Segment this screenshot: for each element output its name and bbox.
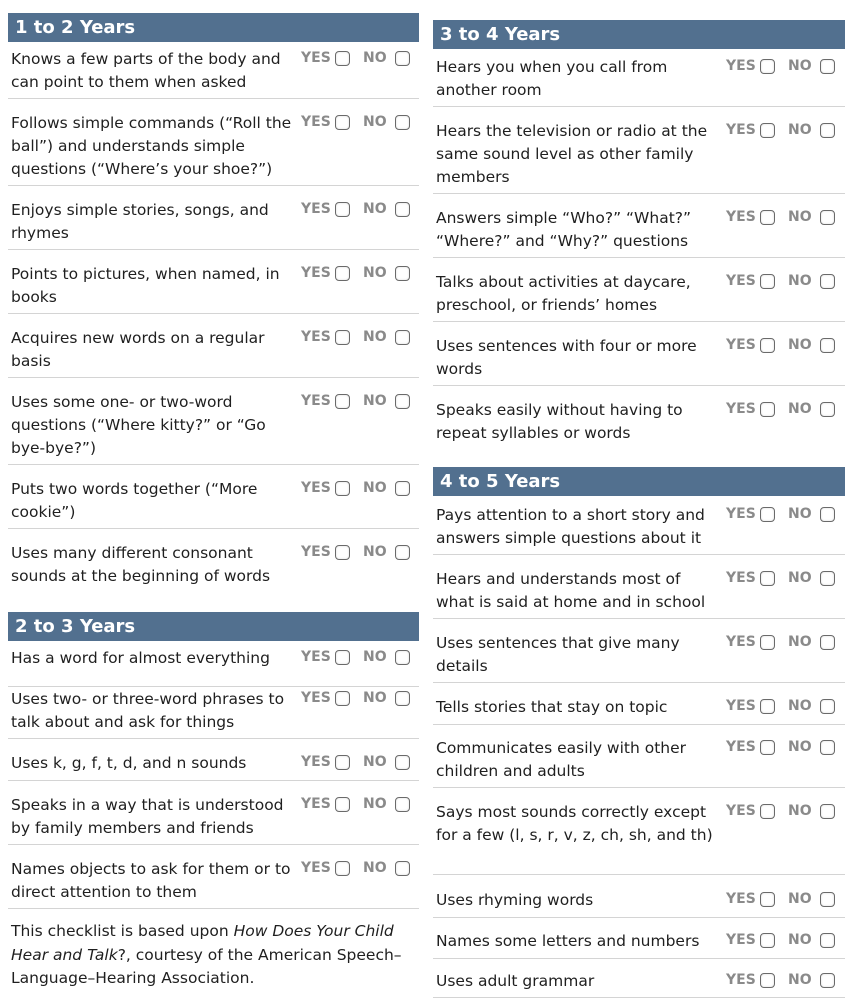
footer-source-title: How Does Your Child Hear and Talk <box>11 922 394 964</box>
no-checkbox[interactable] <box>820 571 835 586</box>
yes-checkbox[interactable] <box>760 507 775 522</box>
yes-no-group <box>726 399 835 419</box>
section-header-3-to-4-years <box>433 20 845 49</box>
yes-checkbox[interactable] <box>335 481 350 496</box>
no-checkbox[interactable] <box>395 51 410 66</box>
item-text: Talks about activities at daycare, preschool, or friends’ homes <box>436 273 691 314</box>
no-checkbox[interactable] <box>395 650 410 665</box>
yes-label: YES <box>726 209 756 225</box>
no-checkbox[interactable] <box>395 394 410 409</box>
yes-label: YES <box>301 480 331 496</box>
no-label: NO <box>363 860 387 876</box>
yes-label: YES <box>301 329 331 345</box>
no-checkbox[interactable] <box>820 740 835 755</box>
yes-no-group <box>301 752 410 772</box>
item-text: Knows a few parts of the body and can point to them when asked <box>11 50 281 91</box>
yes-checkbox[interactable] <box>760 123 775 138</box>
no-checkbox[interactable] <box>820 59 835 74</box>
yes-no-group <box>301 478 410 498</box>
checklist-item <box>8 112 419 186</box>
yes-checkbox[interactable] <box>760 274 775 289</box>
no-label: NO <box>363 201 387 217</box>
item-text: Uses k, g, f, t, d, and n sounds <box>11 754 247 772</box>
no-checkbox[interactable] <box>820 123 835 138</box>
no-checkbox[interactable] <box>395 755 410 770</box>
no-checkbox[interactable] <box>820 699 835 714</box>
yes-no-group <box>301 688 410 708</box>
section-title: 4 to 5 Years <box>440 471 561 492</box>
yes-no-group <box>726 801 835 821</box>
yes-label: YES <box>726 891 756 907</box>
no-label: NO <box>363 480 387 496</box>
yes-no-group <box>726 632 835 652</box>
yes-label: YES <box>726 634 756 650</box>
section-header-4-to-5-years <box>433 467 845 496</box>
checklist-item <box>8 391 419 465</box>
no-checkbox[interactable] <box>395 545 410 560</box>
item-text: Puts two words together (“More cookie”) <box>11 480 258 521</box>
yes-no-group <box>726 970 835 990</box>
yes-no-group <box>726 120 835 140</box>
item-text: Uses many different consonant sounds at the beginning of words <box>11 544 271 585</box>
yes-checkbox[interactable] <box>335 545 350 560</box>
item-text: Enjoys simple stories, songs, and rhymes <box>11 201 269 242</box>
checklist-item <box>433 56 845 107</box>
checklist-item <box>433 970 845 998</box>
no-label: NO <box>788 337 812 353</box>
yes-label: YES <box>301 201 331 217</box>
yes-no-group <box>301 112 410 132</box>
yes-no-group <box>726 207 835 227</box>
yes-label: YES <box>726 932 756 948</box>
yes-label: YES <box>726 570 756 586</box>
item-text: Points to pictures, when named, in books <box>11 265 280 306</box>
item-text: Names some letters and numbers <box>436 932 700 950</box>
checklist-item <box>433 399 845 450</box>
yes-checkbox[interactable] <box>760 699 775 714</box>
no-label: NO <box>788 122 812 138</box>
no-checkbox[interactable] <box>395 481 410 496</box>
yes-label: YES <box>726 698 756 714</box>
checklist-item <box>8 542 419 593</box>
checklist-item <box>433 504 845 555</box>
footer-suffix: ?, courtesy of the American Speech–Language–Hearing Association. <box>11 945 402 987</box>
yes-no-group <box>726 56 835 76</box>
no-checkbox[interactable] <box>820 210 835 225</box>
checklist-item <box>433 889 845 918</box>
item-text: Says most sounds correctly except for a few (l, s, r, v, z, ch, sh, and th) <box>436 803 713 844</box>
yes-checkbox[interactable] <box>760 635 775 650</box>
yes-label: YES <box>301 265 331 281</box>
no-label: NO <box>788 932 812 948</box>
checklist-item <box>8 688 419 739</box>
checklist-item <box>433 930 845 959</box>
no-label: NO <box>788 739 812 755</box>
yes-label: YES <box>301 114 331 130</box>
item-text: Uses sentences that give many details <box>436 634 680 675</box>
no-checkbox[interactable] <box>395 330 410 345</box>
item-text: Uses rhyming words <box>436 891 594 909</box>
yes-checkbox[interactable] <box>335 202 350 217</box>
no-checkbox[interactable] <box>820 338 835 353</box>
yes-checkbox[interactable] <box>760 59 775 74</box>
yes-label: YES <box>301 754 331 770</box>
checklist-item <box>433 632 845 683</box>
no-label: NO <box>363 649 387 665</box>
yes-label: YES <box>301 690 331 706</box>
yes-checkbox[interactable] <box>760 973 775 988</box>
item-text: Acquires new words on a regular basis <box>11 329 265 370</box>
yes-label: YES <box>301 796 331 812</box>
yes-checkbox[interactable] <box>335 755 350 770</box>
yes-checkbox[interactable] <box>335 266 350 281</box>
yes-no-group <box>726 889 835 909</box>
footer-prefix: This checklist is based upon <box>11 922 234 940</box>
yes-label: YES <box>726 739 756 755</box>
checklist-item <box>8 647 419 687</box>
yes-label: YES <box>726 506 756 522</box>
yes-no-group <box>301 199 410 219</box>
section-title: 1 to 2 Years <box>15 17 136 38</box>
yes-checkbox[interactable] <box>335 394 350 409</box>
yes-no-group <box>301 327 410 347</box>
yes-no-group <box>726 737 835 757</box>
item-text: Answers simple “Who?” “What?” “Where?” and “Why?” questions <box>436 209 692 250</box>
yes-no-group <box>726 271 835 291</box>
yes-no-group <box>726 335 835 355</box>
yes-checkbox[interactable] <box>760 740 775 755</box>
checklist-item <box>433 335 845 386</box>
item-text: Hears you when you call from another room <box>436 58 668 99</box>
item-text: Names objects to ask for them or to direct attention to them <box>11 860 291 901</box>
no-checkbox[interactable] <box>395 115 410 130</box>
checklist-item <box>8 48 419 99</box>
yes-label: YES <box>726 122 756 138</box>
item-text: Uses two- or three-word phrases to talk about and ask for things <box>11 690 285 731</box>
checklist-item <box>8 263 419 314</box>
no-label: NO <box>788 972 812 988</box>
yes-checkbox[interactable] <box>760 892 775 907</box>
yes-checkbox[interactable] <box>335 691 350 706</box>
no-checkbox[interactable] <box>395 266 410 281</box>
no-label: NO <box>363 50 387 66</box>
no-label: NO <box>363 114 387 130</box>
item-text: Hears the television or radio at the same sound level as other family members <box>436 122 708 186</box>
no-label: NO <box>363 690 387 706</box>
yes-no-group <box>726 504 835 524</box>
yes-no-group <box>301 48 410 68</box>
no-checkbox[interactable] <box>395 202 410 217</box>
yes-label: YES <box>301 393 331 409</box>
no-label: NO <box>788 401 812 417</box>
no-checkbox[interactable] <box>820 635 835 650</box>
checklist-item <box>433 271 845 322</box>
item-text: Hears and understands most of what is said at home and in school <box>436 570 706 611</box>
no-label: NO <box>788 570 812 586</box>
no-checkbox[interactable] <box>820 892 835 907</box>
item-text: Uses sentences with four or more words <box>436 337 697 378</box>
item-text: Tells stories that stay on topic <box>436 698 668 716</box>
yes-checkbox[interactable] <box>335 861 350 876</box>
yes-checkbox[interactable] <box>760 338 775 353</box>
yes-label: YES <box>301 860 331 876</box>
no-label: NO <box>363 796 387 812</box>
yes-checkbox[interactable] <box>335 797 350 812</box>
yes-label: YES <box>726 972 756 988</box>
checklist-item <box>433 801 845 875</box>
yes-checkbox[interactable] <box>335 51 350 66</box>
no-label: NO <box>788 58 812 74</box>
yes-label: YES <box>726 58 756 74</box>
no-checkbox[interactable] <box>820 804 835 819</box>
checklist-item <box>433 696 845 725</box>
section-header-2-to-3-years <box>8 612 419 641</box>
checklist-item <box>433 737 845 788</box>
yes-no-group <box>726 696 835 716</box>
no-checkbox[interactable] <box>820 402 835 417</box>
yes-no-group <box>726 930 835 950</box>
no-checkbox[interactable] <box>820 973 835 988</box>
no-label: NO <box>363 393 387 409</box>
yes-checkbox[interactable] <box>335 650 350 665</box>
yes-label: YES <box>726 337 756 353</box>
no-label: NO <box>788 803 812 819</box>
yes-label: YES <box>726 273 756 289</box>
item-text: Speaks in a way that is understood by family members and friends <box>11 796 284 837</box>
no-label: NO <box>788 209 812 225</box>
checklist-item <box>8 327 419 378</box>
yes-no-group <box>726 568 835 588</box>
item-text: Uses some one- or two-word questions (“Where kitty?” or “Go bye-bye?”) <box>11 393 266 457</box>
no-label: NO <box>363 544 387 560</box>
yes-no-group <box>301 391 410 411</box>
checklist-item <box>8 752 419 781</box>
item-text: Communicates easily with other children and adults <box>436 739 687 780</box>
item-text: Follows simple commands (“Roll the ball”) and understands simple questions (“Where’s your shoe?”) <box>11 114 292 178</box>
yes-no-group <box>301 858 410 878</box>
checklist-item <box>8 794 419 845</box>
yes-no-group <box>301 542 410 562</box>
item-text: Speaks easily without having to repeat syllables or words <box>436 401 683 442</box>
checklist-item <box>8 199 419 250</box>
no-checkbox[interactable] <box>820 274 835 289</box>
yes-label: YES <box>726 803 756 819</box>
item-text: Has a word for almost everything <box>11 649 270 667</box>
yes-checkbox[interactable] <box>760 804 775 819</box>
yes-checkbox[interactable] <box>760 402 775 417</box>
yes-checkbox[interactable] <box>760 933 775 948</box>
no-checkbox[interactable] <box>395 797 410 812</box>
checklist-item <box>8 858 419 909</box>
checklist-item <box>8 478 419 529</box>
yes-checkbox[interactable] <box>335 330 350 345</box>
yes-no-group <box>301 794 410 814</box>
no-label: NO <box>788 273 812 289</box>
yes-label: YES <box>301 544 331 560</box>
yes-no-group <box>301 263 410 283</box>
section-title: 3 to 4 Years <box>440 24 561 45</box>
yes-label: YES <box>301 649 331 665</box>
footer-note <box>11 920 416 991</box>
no-label: NO <box>788 891 812 907</box>
yes-checkbox[interactable] <box>335 115 350 130</box>
no-checkbox[interactable] <box>395 861 410 876</box>
no-label: NO <box>788 506 812 522</box>
section-header-1-to-2-years <box>8 13 419 42</box>
checklist-item <box>433 207 845 258</box>
no-checkbox[interactable] <box>820 933 835 948</box>
no-label: NO <box>363 329 387 345</box>
checklist-item <box>433 568 845 619</box>
no-label: NO <box>788 634 812 650</box>
no-checkbox[interactable] <box>395 691 410 706</box>
yes-no-group <box>301 647 410 667</box>
yes-checkbox[interactable] <box>760 210 775 225</box>
item-text: Uses adult grammar <box>436 972 595 990</box>
no-label: NO <box>363 754 387 770</box>
no-checkbox[interactable] <box>820 507 835 522</box>
no-label: NO <box>363 265 387 281</box>
item-text: Pays attention to a short story and answers simple questions about it <box>436 506 705 547</box>
checklist-item <box>433 120 845 194</box>
yes-checkbox[interactable] <box>760 571 775 586</box>
no-label: NO <box>788 698 812 714</box>
section-title: 2 to 3 Years <box>15 616 136 637</box>
yes-label: YES <box>301 50 331 66</box>
yes-label: YES <box>726 401 756 417</box>
